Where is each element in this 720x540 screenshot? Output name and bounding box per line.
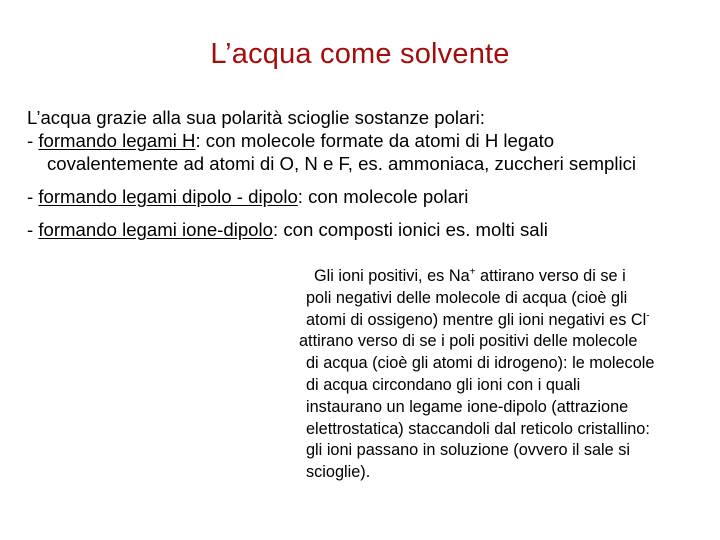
point-text: : con molecole polari — [297, 186, 469, 207]
note-line: di acqua (cioè gli atomi di idrogeno): le molecole — [306, 354, 655, 373]
explanation-note — [296, 266, 696, 484]
point-h-bond — [27, 129, 717, 175]
note-line: gli ioni passano in soluzione (ovvero il sale si — [306, 441, 630, 460]
point-ion-dipole — [27, 218, 717, 241]
intro-line — [27, 106, 717, 129]
intro-suffix: : — [479, 107, 485, 128]
point-text: : con molecole formate da atomi di H legato — [195, 130, 555, 151]
note-line: instaurano un legame ione-dipolo (attrazione — [306, 397, 629, 416]
point-dash: - — [27, 186, 39, 207]
slide-title: L’acqua come solvente — [210, 38, 510, 70]
point-text-continued: covalentemente ad atomi di O, N e F, es. ammoniaca, zuccheri semplici — [47, 153, 637, 174]
point-term: formando legami H — [38, 130, 196, 151]
note-line: scioglie). — [306, 463, 371, 482]
note-line: attirano verso di se i poli positivi delle molecole — [299, 332, 638, 351]
intro-text: L’acqua grazie alla sua polarità scioglie sostanze polari — [27, 107, 480, 128]
note-line: elettrostatica) staccandoli dal reticolo cristallino: — [306, 419, 650, 438]
point-text: : con composti ionici es. molti sali — [273, 219, 548, 240]
point-term: formando legami dipolo - dipolo — [38, 186, 298, 207]
point-dipole-dipole — [27, 185, 717, 208]
point-dash: - — [27, 219, 39, 240]
body-text — [27, 106, 717, 241]
point-dash: - — [27, 130, 39, 151]
note-line: atomi di ossigeno) mentre gli ioni negativi es Cl- — [306, 310, 650, 329]
note-line: di acqua circondano gli ioni con i quali — [306, 375, 581, 394]
point-term: formando legami ione-dipolo — [38, 219, 273, 240]
note-line: poli negativi delle molecole di acqua (cioè gli — [306, 288, 628, 307]
note-line: Gli ioni positivi, es Na+ attirano verso di se i — [314, 266, 626, 285]
